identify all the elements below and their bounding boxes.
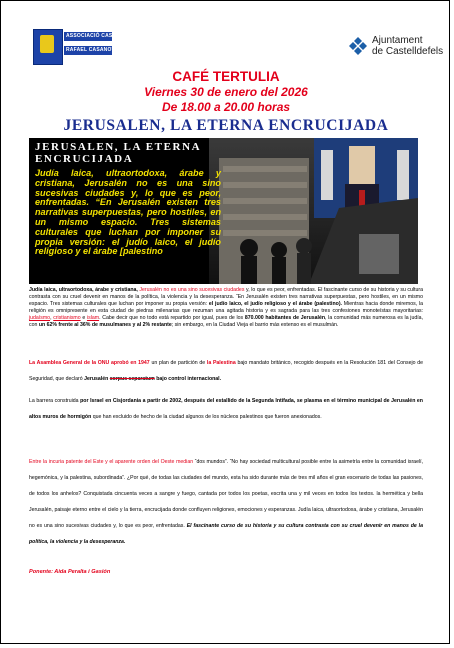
p1-judaismo-link[interactable]: judaísmo [29,315,51,321]
casal-logo [33,29,120,67]
castelldefels-label: de Castelldefels [372,46,444,57]
p4-c: El fascinante curso de su historia y su cultura contrasta con su cruel devenir en manos de la política, la violencia y la desesperanza. [29,523,423,545]
p3-b: por Israel en Cisjordania a partir de 2002, después del estallido de la Segunda Intifada, se plasma en el término municipal de Jerusalén en altos muros de hormigón [29,398,423,420]
p2-a: La Asamblea General de la ONU aprobó en 1947 [29,360,150,366]
banner-image [29,138,418,284]
p2-d: bajo mandato británico, recogido después en la Resolución 181 del Consejo de Seguridad, que declaró [29,360,424,382]
banner-title: JERUSALEN, LA ETERNA ENCRUCIJADA [35,141,201,165]
p1-islam-link[interactable]: islam [86,315,100,321]
p4-b: “dos mundos”. “No hay sociedad multicultural posible entre la asimetría entre la comunidad israelí, hegemónica, y la palestina, subordinada”. ¿Por qué, de todas las ciudades del mundo, esta ha sido durante más de tres mil años el gran escenario de todas las pasiones, de todos los anhelos? Conquistada cincuenta veces a sangre y fuego, cantada por todos los poetas, escrita una y mil veces en todos los textos. la hermética y bella Jerusalén, paisaje eterno entre el cielo y la tierra, encrucijada donde confluyen religiones, emociones y esperanzas. Judía laica, ultraortodoxa, árabe y cristiana, Jerusalén no es una sino sucesivas ciudades y, lo que es peor, enfrentadas. [29,459,423,529]
p3-c: que han excluido de hecho de la ciudad algunos de los núcleos palestinos que fueron anexionados. [91,414,322,420]
speaker-line: Ponente: Aida Peralta i Gasión [29,569,111,575]
cafe-tertulia-heading: CAFÉ TERTULIA [172,69,280,84]
p1-e: Mientras hacia donde miremos, la religión es omnipresente en esta ciudad de piedras milenarias que rezuman una agitada historia y es sagrada para las tres confesiones monoteístas mayoritarias: [29,301,423,314]
castelldefels-mark-icon [349,37,367,55]
casal-logo-line2: RAFAEL CASANOVA [66,47,119,53]
casal-seal-icon [33,29,63,65]
p1-j: un 62% frente al 36% de musulmanes y al 2% restante [38,322,172,328]
banner-quote: Judía laica, ultraortodoxa, árabe y cristiana, Jerusalén no es una sino sucesivas ciudades y, lo que es peor, enfrentadas. “En Jerusalén existen tres narrativas superpuestas, pero hostiles, en un mismo espacio. Tres sistemas culturales que luchan por imponer su propia versión: el judío laico, el judío religioso y el árabe [palestino [35,168,221,257]
p2-b: un plan de partición de [149,360,207,366]
p2-e: Jerusalén [84,376,109,382]
event-date: Viernes 30 de enero del 2026 [144,85,308,99]
main-title: JERUSALEN, LA ETERNA ENCRUCIJADA [63,117,389,134]
paragraph-onu [29,355,423,387]
p1-b: Jerusalén no es una sino sucesivas ciudades [137,287,245,293]
p1-d: el judío laico, el judío religioso y el árabe (palestino). [208,301,342,307]
paragraph-dos-mundos [29,454,423,550]
p4-a: Entre la incuria patente del Este y el aparente orden del Oeste median [29,459,194,465]
event-hours: De 18.00 a 20.00 horas [161,100,291,114]
jerusalem-collage-icon [209,138,418,284]
p1-i: , la comunidad más numerosa es la judía, con [29,315,423,328]
ajuntament-logo [349,35,444,63]
p3-a: La barrera construida [29,398,81,404]
p2-corpus: corpus separatum [109,376,155,382]
paragraph-intro: Judía laica, ultraortodoxa, árabe y cristiana, Jerusalén no es una sino sucesivas ciudades y, lo que es peor, enfrentadas. El fascinante curso de su historia y su cultura contrasta con su cruel devenir en manos de la política, la violencia y la desesperanza. “En Jerusalén existen tres narrativas superpuestas, pero hostiles, en un mismo espacio. Tres sistemas culturales que luchan por imponer su propia versión: el judío laico, el judío religioso y el árabe (palestino). Mientras hacia donde miremos, la religión es omnipresente en esta ciudad de piedras milenarias que rezuman una agitada historia y es sagrada para las tres confesiones monoteístas mayoritarias: judaísmo, cristianismo e islam. Cabe decir que no todo está repartido por igual, pues de los 870.000 habitantes de Jerusalén, la comunidad más numerosa es la judía, con un 62% frente al 36% de musulmanes y al 2% restante; sin embargo, en la Ciudad Vieja el barrio más extenso es el musulmán. [29,287,423,328]
p1-k: ; sin embargo, en la Ciudad Vieja el barrio más extenso es el musulmán. [171,322,339,328]
p1-cristianismo-link[interactable]: cristianismo [53,315,81,321]
ajuntament-label: Ajuntament [372,35,423,46]
p2-g: bajo control internacional. [154,376,222,382]
p1-a: Judía laica, ultraortodoxa, árabe y cristiana, [29,287,138,293]
p1-c: y, lo que es peor, enfrentadas. El fascinante curso de su historia y su cultura contrasta con su cruel devenir en manos de la política, la violencia y la desesperanza. “En Jerusalén existen tres narrativas superpuestas, pero hostiles, en un mismo espacio. Tres sistemas culturales que luchan por imponer su propia versión: [29,287,423,307]
paragraph-barrera [29,393,423,425]
casal-logo-line1: ASSOCIACIÓ CASAL [66,33,120,39]
p1-g: . Cabe decir que no todo está repartido por igual, pues de los [99,315,245,321]
p2-c: la Palestina [206,360,236,366]
p1-h: 870.000 habitantes de Jerusalén [244,315,326,321]
